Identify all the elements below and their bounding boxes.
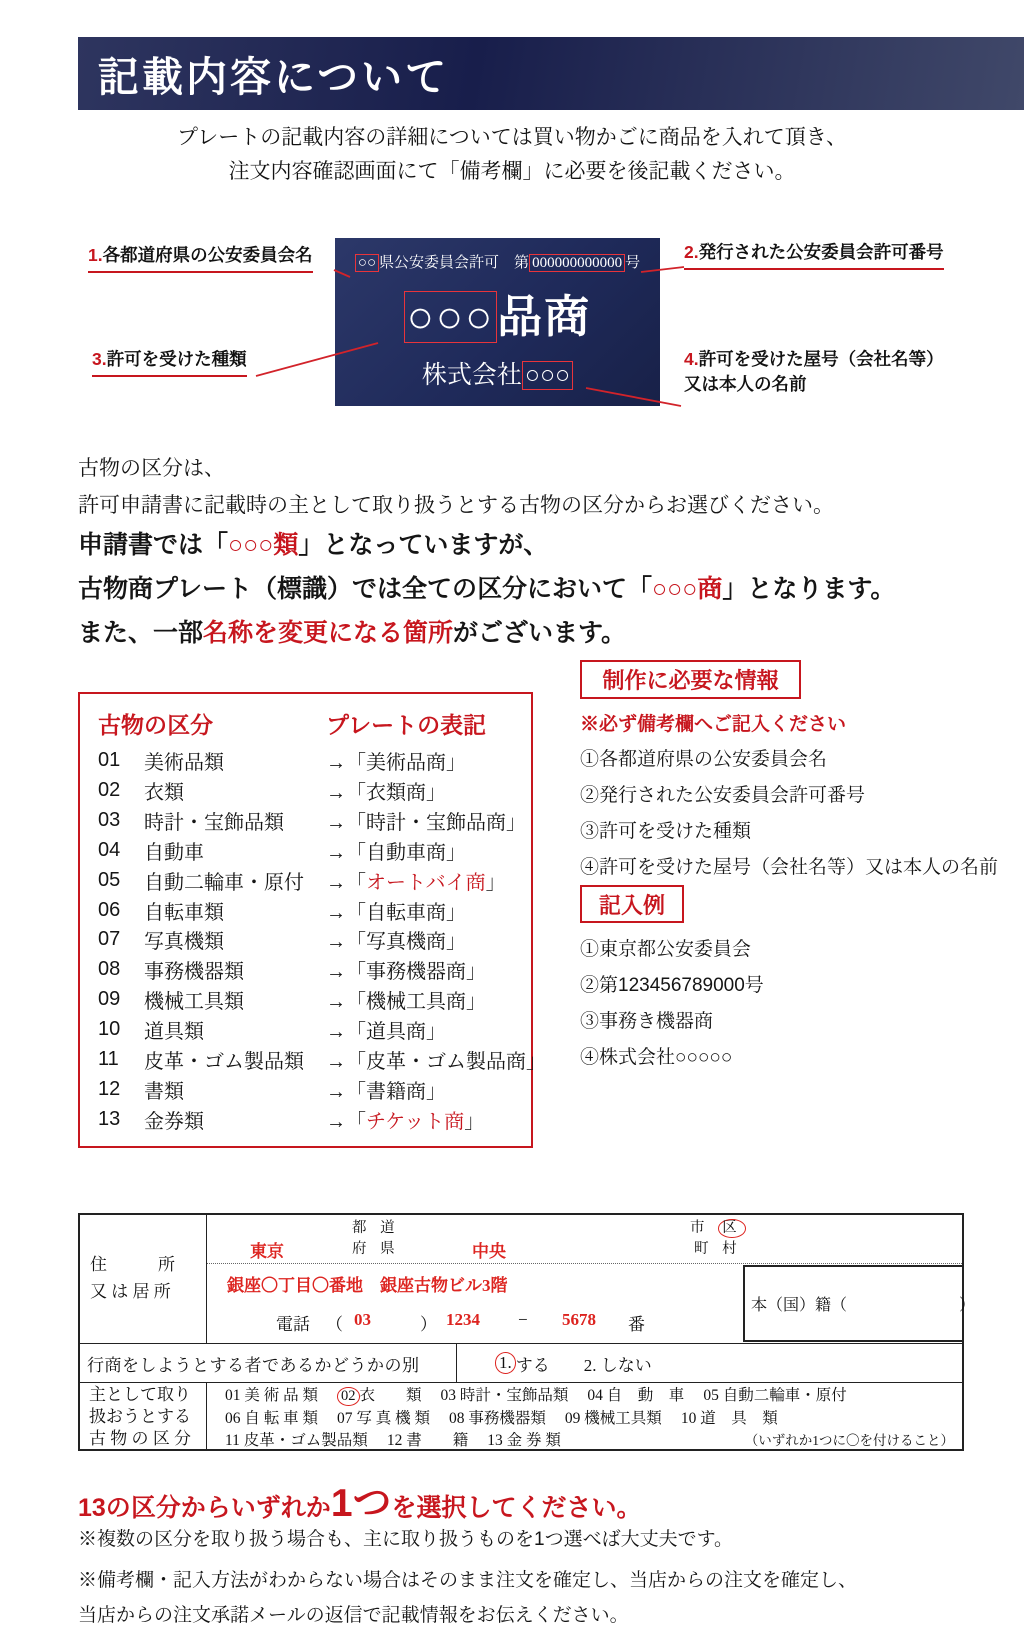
plate-number-unit: 号	[625, 255, 641, 271]
plate-main-suffix: 品商	[497, 292, 592, 342]
intro-text	[72, 121, 952, 189]
category-name: 道具類	[144, 1021, 204, 1044]
form-city-value: 中央	[472, 1242, 506, 1261]
select-one-headline-post: を選択してください。	[391, 1494, 642, 1522]
form-address-label-line2: 又 は 居 所	[90, 1282, 171, 1301]
required-info-note: ※必ず備考欄へご記入ください	[580, 714, 847, 735]
category-table-row	[98, 896, 525, 925]
form-city-unit-ku-circled: 区	[718, 1219, 746, 1238]
category-table-row	[98, 776, 525, 805]
category-intro-line1: 古物の区分は、	[78, 457, 225, 480]
category-plate-name: →「美術品商」	[326, 752, 466, 774]
category-plate-name: →「書籍商」	[326, 1080, 446, 1103]
footer-note2-line1: ※備考欄・記入方法がわからない場合はそのまま注文を確定し、当店からの注文を確定し、	[78, 1570, 858, 1591]
category-table-row	[98, 746, 525, 775]
example-item: ④株式会社○○○○○	[580, 1047, 733, 1068]
category-table-row	[98, 955, 525, 984]
form-category-label-line2: 扱おうとする	[89, 1407, 191, 1426]
intro-line2: 注文内容確認画面にて「備考欄」に必要を後記載ください。	[228, 160, 796, 183]
naming-note-line1-pre: 申請書では「	[78, 531, 229, 559]
category-name: 自動二輪車・原付	[144, 871, 304, 894]
plate-prefecture-placeholder: ○○	[355, 254, 379, 272]
form-category-option: 11 皮革・ゴム製品類	[225, 1432, 368, 1449]
category-number: 10	[98, 1018, 121, 1041]
form-category-option: 12 書 籍	[386, 1432, 469, 1449]
header-bar	[78, 37, 1024, 110]
plate-main-line	[335, 280, 660, 345]
category-number: 09	[98, 988, 121, 1011]
naming-note-line1	[78, 523, 895, 567]
select-one-headline	[78, 1472, 642, 1528]
footer-note2-line2: 当店からの注文承諾メールの返信で記載情報をお伝えください。	[78, 1605, 629, 1626]
dealer-plate-sample	[335, 238, 660, 406]
category-table-row	[98, 925, 525, 954]
form-dotted-divider	[207, 1263, 962, 1264]
category-table-rows	[98, 746, 546, 1134]
naming-note-line2	[78, 567, 895, 611]
category-name: 時計・宝飾品類	[144, 811, 284, 834]
category-plate-name: →「時計・宝飾品商」	[326, 811, 526, 834]
category-plate-name: →「自動車商」	[326, 841, 466, 864]
category-name: 事務機器類	[144, 961, 244, 984]
naming-note-line2-red: ○○○商	[652, 575, 723, 603]
form-category-option: 13 金 券 類	[487, 1432, 561, 1449]
form-category-option: 02 衣 類	[337, 1385, 422, 1408]
annotation-3	[92, 347, 247, 377]
form-category-instruction: （いずれか1つに〇を付けること）	[744, 1433, 954, 1448]
required-info-item: ③許可を受けた種類	[580, 821, 752, 842]
form-category-option: 10 道 具 類	[680, 1409, 778, 1427]
form-category-label-line1: 主として取り	[89, 1385, 191, 1404]
form-category-options-line	[225, 1408, 954, 1431]
example-item: ①東京都公安委員会	[580, 939, 752, 960]
example-list	[580, 932, 764, 1076]
form-registered-domicile-box: 本（国）籍（ ）	[743, 1265, 964, 1342]
annotation-4-label-line2: 又は本人の名前	[684, 374, 807, 394]
category-plate-name: →「チケット商」	[326, 1110, 485, 1133]
category-number: 08	[98, 958, 121, 981]
category-name: 自動車	[144, 841, 204, 864]
form-category-option: 01 美 術 品 類	[225, 1387, 319, 1404]
form-category-option: 07 写 真 機 類	[337, 1409, 431, 1427]
naming-note-line3	[78, 611, 895, 655]
select-one-headline-big: 1つ	[330, 1482, 392, 1525]
category-number: 12	[98, 1077, 121, 1100]
form-category-selected-circled: 02	[337, 1387, 360, 1406]
category-table-row	[98, 1105, 525, 1134]
plate-company-placeholder: ○○○	[522, 361, 573, 390]
intro-line1: プレートの記載内容の詳細については買い物かごに商品を入れて頂き、	[177, 126, 847, 149]
form-prefecture-unit	[352, 1218, 400, 1260]
form-category-options	[225, 1385, 954, 1453]
footer-note2	[78, 1563, 857, 1633]
category-table-header-left: 古物の区分	[98, 712, 213, 738]
plate-number-prefix: 第	[514, 255, 530, 271]
form-phone-unit: 番	[628, 1315, 645, 1334]
category-table-row	[98, 1045, 546, 1074]
annotation-2-number: 2.	[684, 242, 699, 262]
category-table-header-right: プレートの表記	[326, 712, 487, 738]
naming-note-line2-pre: 古物商プレート（標識）では全ての区分において「	[78, 575, 653, 603]
annotation-3-label: 許可を受けた種類	[106, 349, 247, 369]
category-plate-name: →「オートバイ商」	[326, 871, 506, 894]
form-phone-dash: −	[518, 1310, 528, 1329]
form-city-unit-line2: 町 村	[694, 1241, 742, 1257]
example-title-box: 記入例	[580, 885, 684, 923]
category-number: 06	[98, 898, 121, 921]
naming-note-line3-red: 名称を変更になる箇所	[203, 619, 454, 647]
category-intro-paragraph	[78, 450, 834, 524]
footer-note1: ※複数の区分を取り扱う場合も、主に取り扱うものを1つ選べば大丈夫です。	[78, 1529, 734, 1550]
plate-permit-line	[335, 251, 660, 272]
category-number: 07	[98, 928, 121, 951]
plate-permit-number: 000000000000	[529, 254, 625, 272]
category-name: 写真機類	[144, 931, 224, 954]
annotation-4-number: 4.	[684, 349, 699, 369]
category-plate-name: →「皮革・ゴム製品商」	[326, 1051, 546, 1074]
form-category-row	[80, 1382, 962, 1451]
naming-note-line1-post: 」となっていますが、	[298, 531, 549, 559]
form-category-options-line	[225, 1430, 954, 1453]
category-name: 金券類	[144, 1110, 204, 1133]
example-item: ②第123456789000号	[580, 975, 764, 996]
category-name: 機械工具類	[144, 991, 244, 1014]
form-street-value: 銀座〇丁目〇番地 銀座古物ビル3階	[227, 1276, 508, 1295]
annotation-1-number: 1.	[88, 245, 103, 265]
category-number: 13	[98, 1107, 121, 1130]
category-name: 書類	[144, 1080, 184, 1103]
required-info-item: ④許可を受けた屋号（会社名等）又は本人の名前	[580, 857, 999, 878]
plate-category-placeholder: ○○○	[404, 291, 498, 343]
form-phone-area-code: 03	[354, 1310, 371, 1329]
required-info-item: ①各都道府県の公安委員会名	[580, 749, 828, 770]
form-peddler-option2-text: 2. しない	[583, 1355, 652, 1375]
form-phone-label: 電話	[276, 1315, 310, 1334]
annotation-2-label: 発行された公安委員会許可番号	[698, 242, 944, 262]
category-plate-name: →「自転車商」	[326, 901, 466, 924]
naming-note-line1-red: ○○○類	[228, 531, 299, 559]
annotation-1-label: 各都道府県の公安委員会名	[102, 245, 313, 265]
annotation-2	[684, 240, 944, 270]
category-name: 衣類	[144, 781, 184, 804]
form-peddler-option1-text: する	[515, 1355, 550, 1375]
example-item: ③事務き機器商	[580, 1011, 714, 1032]
category-table-row	[98, 985, 525, 1014]
plate-company-line	[335, 355, 660, 391]
category-table-row	[98, 806, 525, 835]
category-name: 皮革・ゴム製品類	[144, 1051, 304, 1074]
plate-permit-text: 県公安委員会許可	[379, 255, 515, 271]
form-peddler-row	[80, 1343, 962, 1382]
category-table-row	[98, 1015, 525, 1044]
form-peddler-option1-circled: 1.	[495, 1352, 516, 1374]
category-plate-name: →「衣類商」	[326, 781, 446, 804]
category-table-row	[98, 836, 525, 865]
category-plate-name: →「写真機商」	[326, 931, 466, 954]
annotation-1	[88, 243, 313, 273]
naming-note-paragraph	[78, 523, 895, 655]
form-address-label-line1: 住 所	[90, 1255, 175, 1274]
form-city-unit	[690, 1218, 746, 1260]
naming-note-line2-post: 」となります。	[722, 575, 896, 603]
required-info-title-box: 制作に必要な情報	[580, 660, 801, 699]
form-category-option: 08 事務機器類	[449, 1409, 546, 1427]
select-one-headline-pre: 13の区分からいずれか	[78, 1494, 331, 1522]
application-form-sample	[78, 1213, 976, 1451]
category-number: 01	[98, 749, 121, 771]
category-number: 03	[98, 808, 121, 831]
category-table-row	[98, 866, 525, 895]
form-address-label	[80, 1215, 207, 1343]
form-phone-paren-close: ）	[420, 1315, 437, 1334]
category-number: 11	[98, 1048, 119, 1071]
form-phone-number2: 5678	[562, 1310, 596, 1329]
required-info-list	[580, 742, 998, 886]
page-title: 記載内容について	[98, 54, 450, 100]
category-plate-name: →「道具商」	[326, 1021, 446, 1044]
form-prefecture-value: 東京	[250, 1242, 284, 1261]
form-category-option: 05 自動二輪車・原付	[703, 1387, 847, 1404]
category-plate-name: →「機械工具商」	[326, 991, 486, 1014]
form-prefecture-unit-line1: 都 道	[352, 1220, 400, 1236]
form-category-label	[80, 1383, 207, 1451]
category-table	[78, 692, 546, 1148]
form-city-unit-shi: 市	[690, 1220, 719, 1236]
category-table-row	[98, 1075, 525, 1104]
category-name: 自転車類	[144, 901, 224, 924]
form-city-unit-line1	[690, 1218, 746, 1239]
form-phone-number1: 1234	[446, 1310, 480, 1329]
form-category-option: 06 自 転 車 類	[225, 1409, 319, 1427]
category-name: 美術品類	[144, 752, 224, 774]
annotation-4-label: 許可を受けた屋号（会社名等）	[698, 349, 944, 369]
category-number: 02	[98, 778, 121, 801]
form-peddler-options	[495, 1344, 652, 1382]
naming-note-line3-post: がございます。	[453, 619, 627, 647]
form-category-option: 09 機械工具類	[564, 1409, 662, 1427]
annotation-3-number: 3.	[92, 349, 107, 369]
required-info-item: ②発行された公安委員会許可番号	[580, 785, 866, 806]
form-category-option: 03 時計・宝飾品類	[440, 1387, 569, 1404]
form-category-option: 04 自 動 車	[587, 1387, 685, 1404]
category-plate-name: →「事務機器商」	[326, 961, 486, 984]
naming-note-line3-pre: また、一部	[78, 619, 204, 647]
annotation-4	[684, 347, 944, 397]
form-prefecture-unit-line2: 府 県	[352, 1241, 400, 1257]
form-phone-paren-open: （	[326, 1315, 343, 1334]
category-number: 04	[98, 838, 121, 861]
form-peddler-label: 行商をしようとする者であるかどうかの別	[80, 1344, 457, 1382]
form-category-options-line	[225, 1385, 954, 1408]
category-number: 05	[98, 868, 121, 891]
form-category-label-line3: 古 物 の 区 分	[89, 1429, 191, 1448]
category-intro-line2: 許可申請書に記載時の主として取り扱うとする古物の区分からお選びください。	[78, 494, 834, 517]
plate-company-prefix: 株式会社	[421, 362, 522, 389]
